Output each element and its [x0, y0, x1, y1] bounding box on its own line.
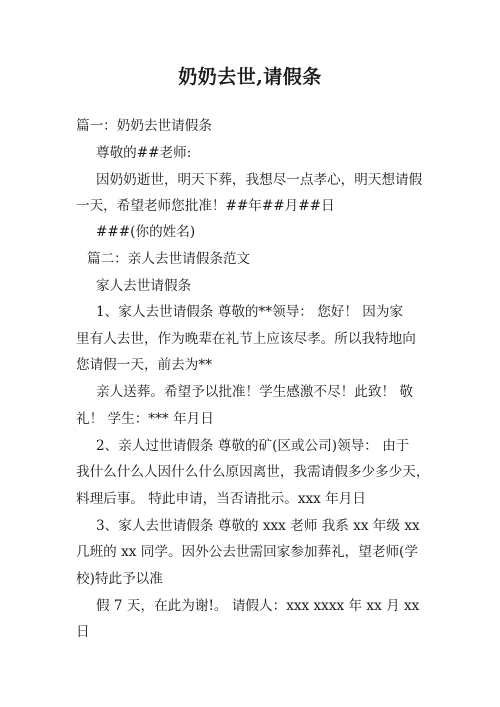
body-line: 日: [76, 624, 90, 640]
body-line: 3、家人去世请假条 尊敬的 xxx 老师 我系 xx 年级 xx: [96, 518, 420, 534]
body-line: 几班的 xx 同学。因外公去世需回家参加葬礼，望老师(学: [76, 544, 418, 560]
body-line: 2、亲人过世请假条 尊敬的矿(区或公司)领导： 由于: [96, 438, 410, 454]
greeting-line: 尊敬的##老师:: [96, 145, 192, 161]
signature-line: ###(你的姓名): [96, 224, 196, 240]
body-line: 料理后事。 特此申请，当否请批示。xxx 年月日: [76, 491, 366, 507]
body-line: 一天，希望老师您批准！##年##月##日: [76, 198, 335, 214]
body-line: 1、家人去世请假条 尊敬的**领导： 您好！ 因为家: [96, 304, 404, 320]
subheading-line: 家人去世请假条: [96, 278, 192, 294]
section-heading: 篇二：亲人去世请假条范文: [87, 251, 251, 267]
body-line: 假 7 天，在此为谢!。 请假人：xxx xxxx 年 xx 月 xx: [96, 598, 420, 614]
body-line: 因奶奶逝世，明天下葬，我想尽一点孝心，明天想请假: [96, 172, 423, 188]
document-title: 奶奶去世,请假条: [178, 66, 322, 88]
body-line: 里有人去世，作为晚辈在礼节上应该尽孝。所以我特地向: [76, 331, 416, 347]
body-line: 您请假一天，前去为**: [76, 357, 212, 373]
body-line: 校)特此予以准: [76, 571, 163, 587]
body-line: 礼！ 学生：*** 年月日: [76, 411, 214, 427]
body-line: 亲人送葬。希望予以批准！学生感激不尽！此致！ 敬: [96, 384, 413, 400]
section-heading: 篇一：奶奶去世请假条: [76, 118, 212, 134]
body-line: 我什么什么人因什么什么原因离世，我需请假多少多少天，: [76, 464, 430, 480]
